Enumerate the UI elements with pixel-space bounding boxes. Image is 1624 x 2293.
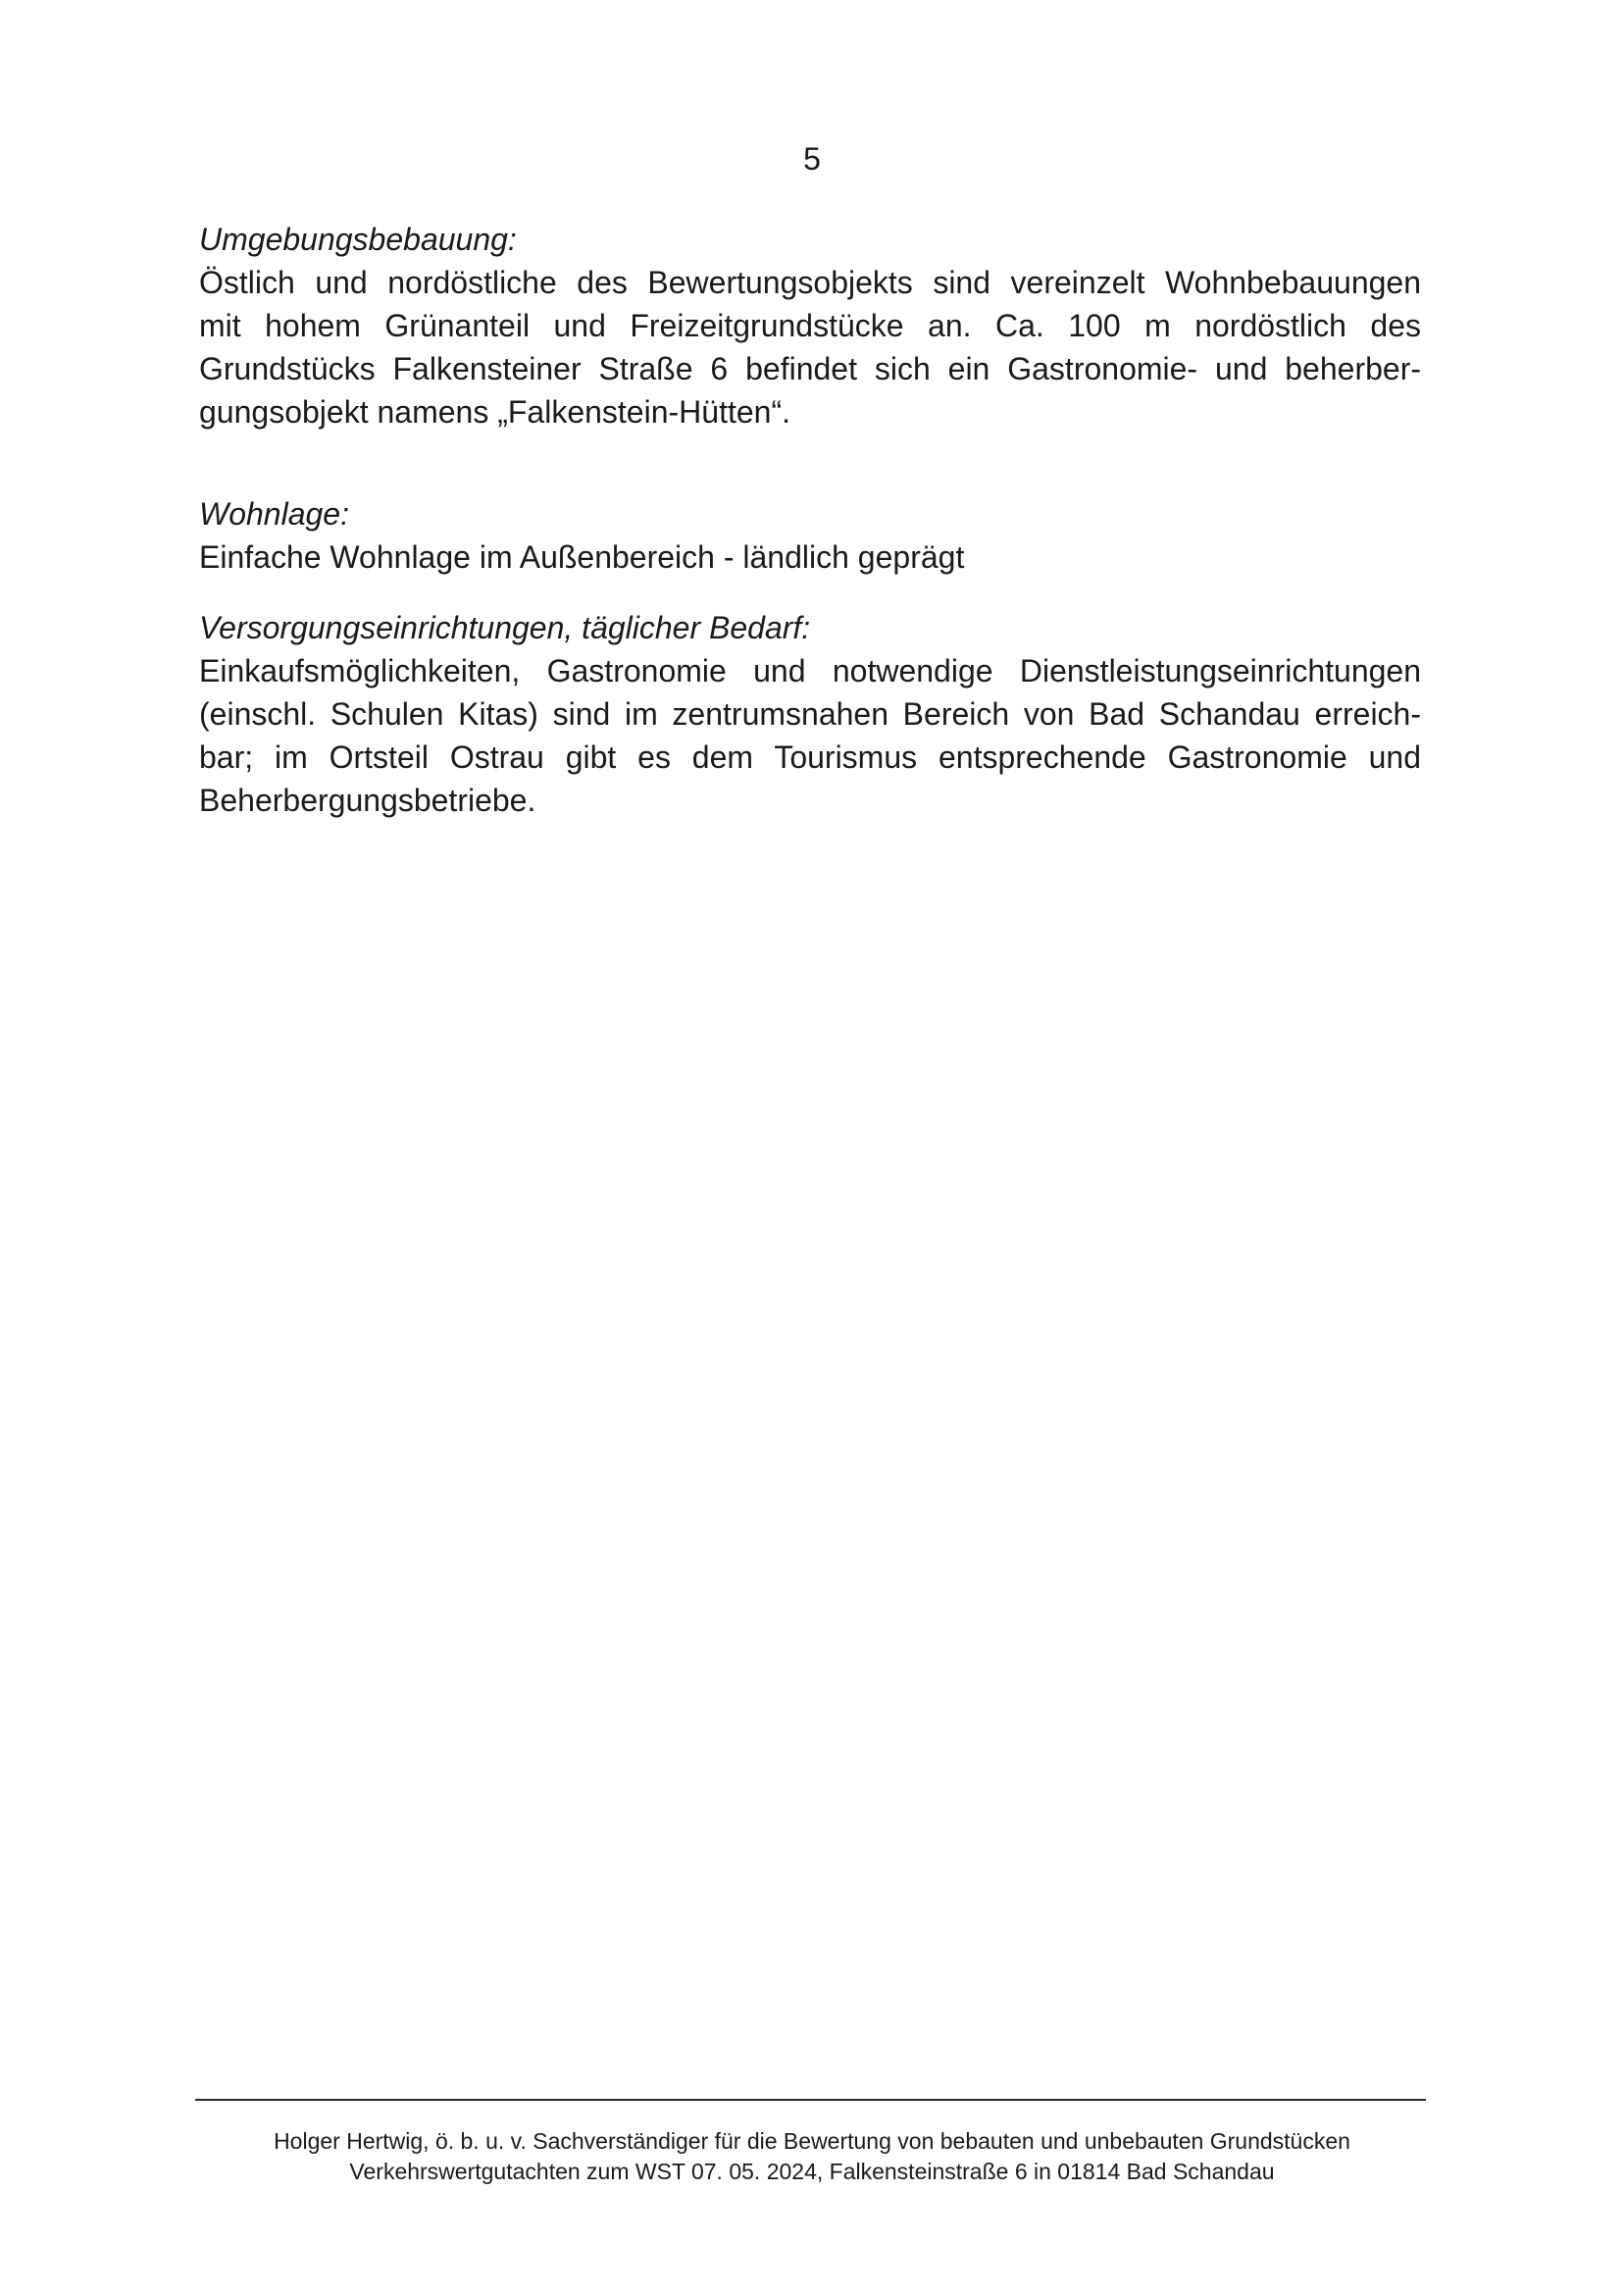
section-heading: Wohnlage: bbox=[199, 496, 349, 532]
paragraph-line: Grundstücks Falkensteiner Straße 6 befindet sich ein Gastronomie- und beherber- bbox=[199, 351, 1421, 386]
section-paragraph bbox=[199, 261, 1421, 433]
footer-report-line: Verkehrswertgutachten zum WST 07. 05. 2024, Falkensteinstraße 6 in 01814 Bad Schandau bbox=[349, 2159, 1275, 2184]
paragraph-line: Beherbergungsbetriebe. bbox=[199, 783, 536, 818]
section-paragraph bbox=[199, 649, 1421, 822]
section-paragraph bbox=[199, 535, 1421, 579]
section-heading: Umgebungsbebauung: bbox=[199, 222, 517, 257]
section-heading: Versorgungseinrichtungen, täglicher Bedarf: bbox=[199, 610, 811, 645]
paragraph-line: (einschl. Schulen Kitas) sind im zentrumsnahen Bereich von Bad Schandau erreich- bbox=[199, 696, 1421, 732]
page-number: 5 bbox=[803, 141, 821, 177]
paragraph-line: mit hohem Grünanteil und Freizeitgrundstücke an. Ca. 100 m nordöstlich des bbox=[199, 308, 1421, 343]
section-umgebungsbebauung bbox=[199, 218, 1421, 433]
paragraph-line: bar; im Ortsteil Ostrau gibt es dem Tourismus entsprechende Gastronomie und bbox=[199, 739, 1421, 775]
page-footer bbox=[0, 2126, 1624, 2187]
footer-author-line: Holger Hertwig, ö. b. u. v. Sachverständiger für die Bewertung von bebauten und unbebauten Grundstücken bbox=[274, 2128, 1350, 2154]
paragraph-line: Östlich und nordöstliche des Bewertungsobjekts sind vereinzelt Wohnbebauungen bbox=[199, 265, 1421, 300]
paragraph-line: Einfache Wohnlage im Außenbereich - ländlich geprägt bbox=[199, 539, 965, 575]
footer-divider bbox=[195, 2099, 1426, 2101]
section-wohnlage bbox=[199, 492, 1421, 579]
paragraph-line: gungsobjekt namens „Falkenstein-Hütten“. bbox=[199, 394, 790, 430]
section-versorgungseinrichtungen bbox=[199, 606, 1421, 822]
paragraph-line: Einkaufsmöglichkeiten, Gastronomie und notwendige Dienstleistungseinrichtungen bbox=[199, 653, 1421, 688]
